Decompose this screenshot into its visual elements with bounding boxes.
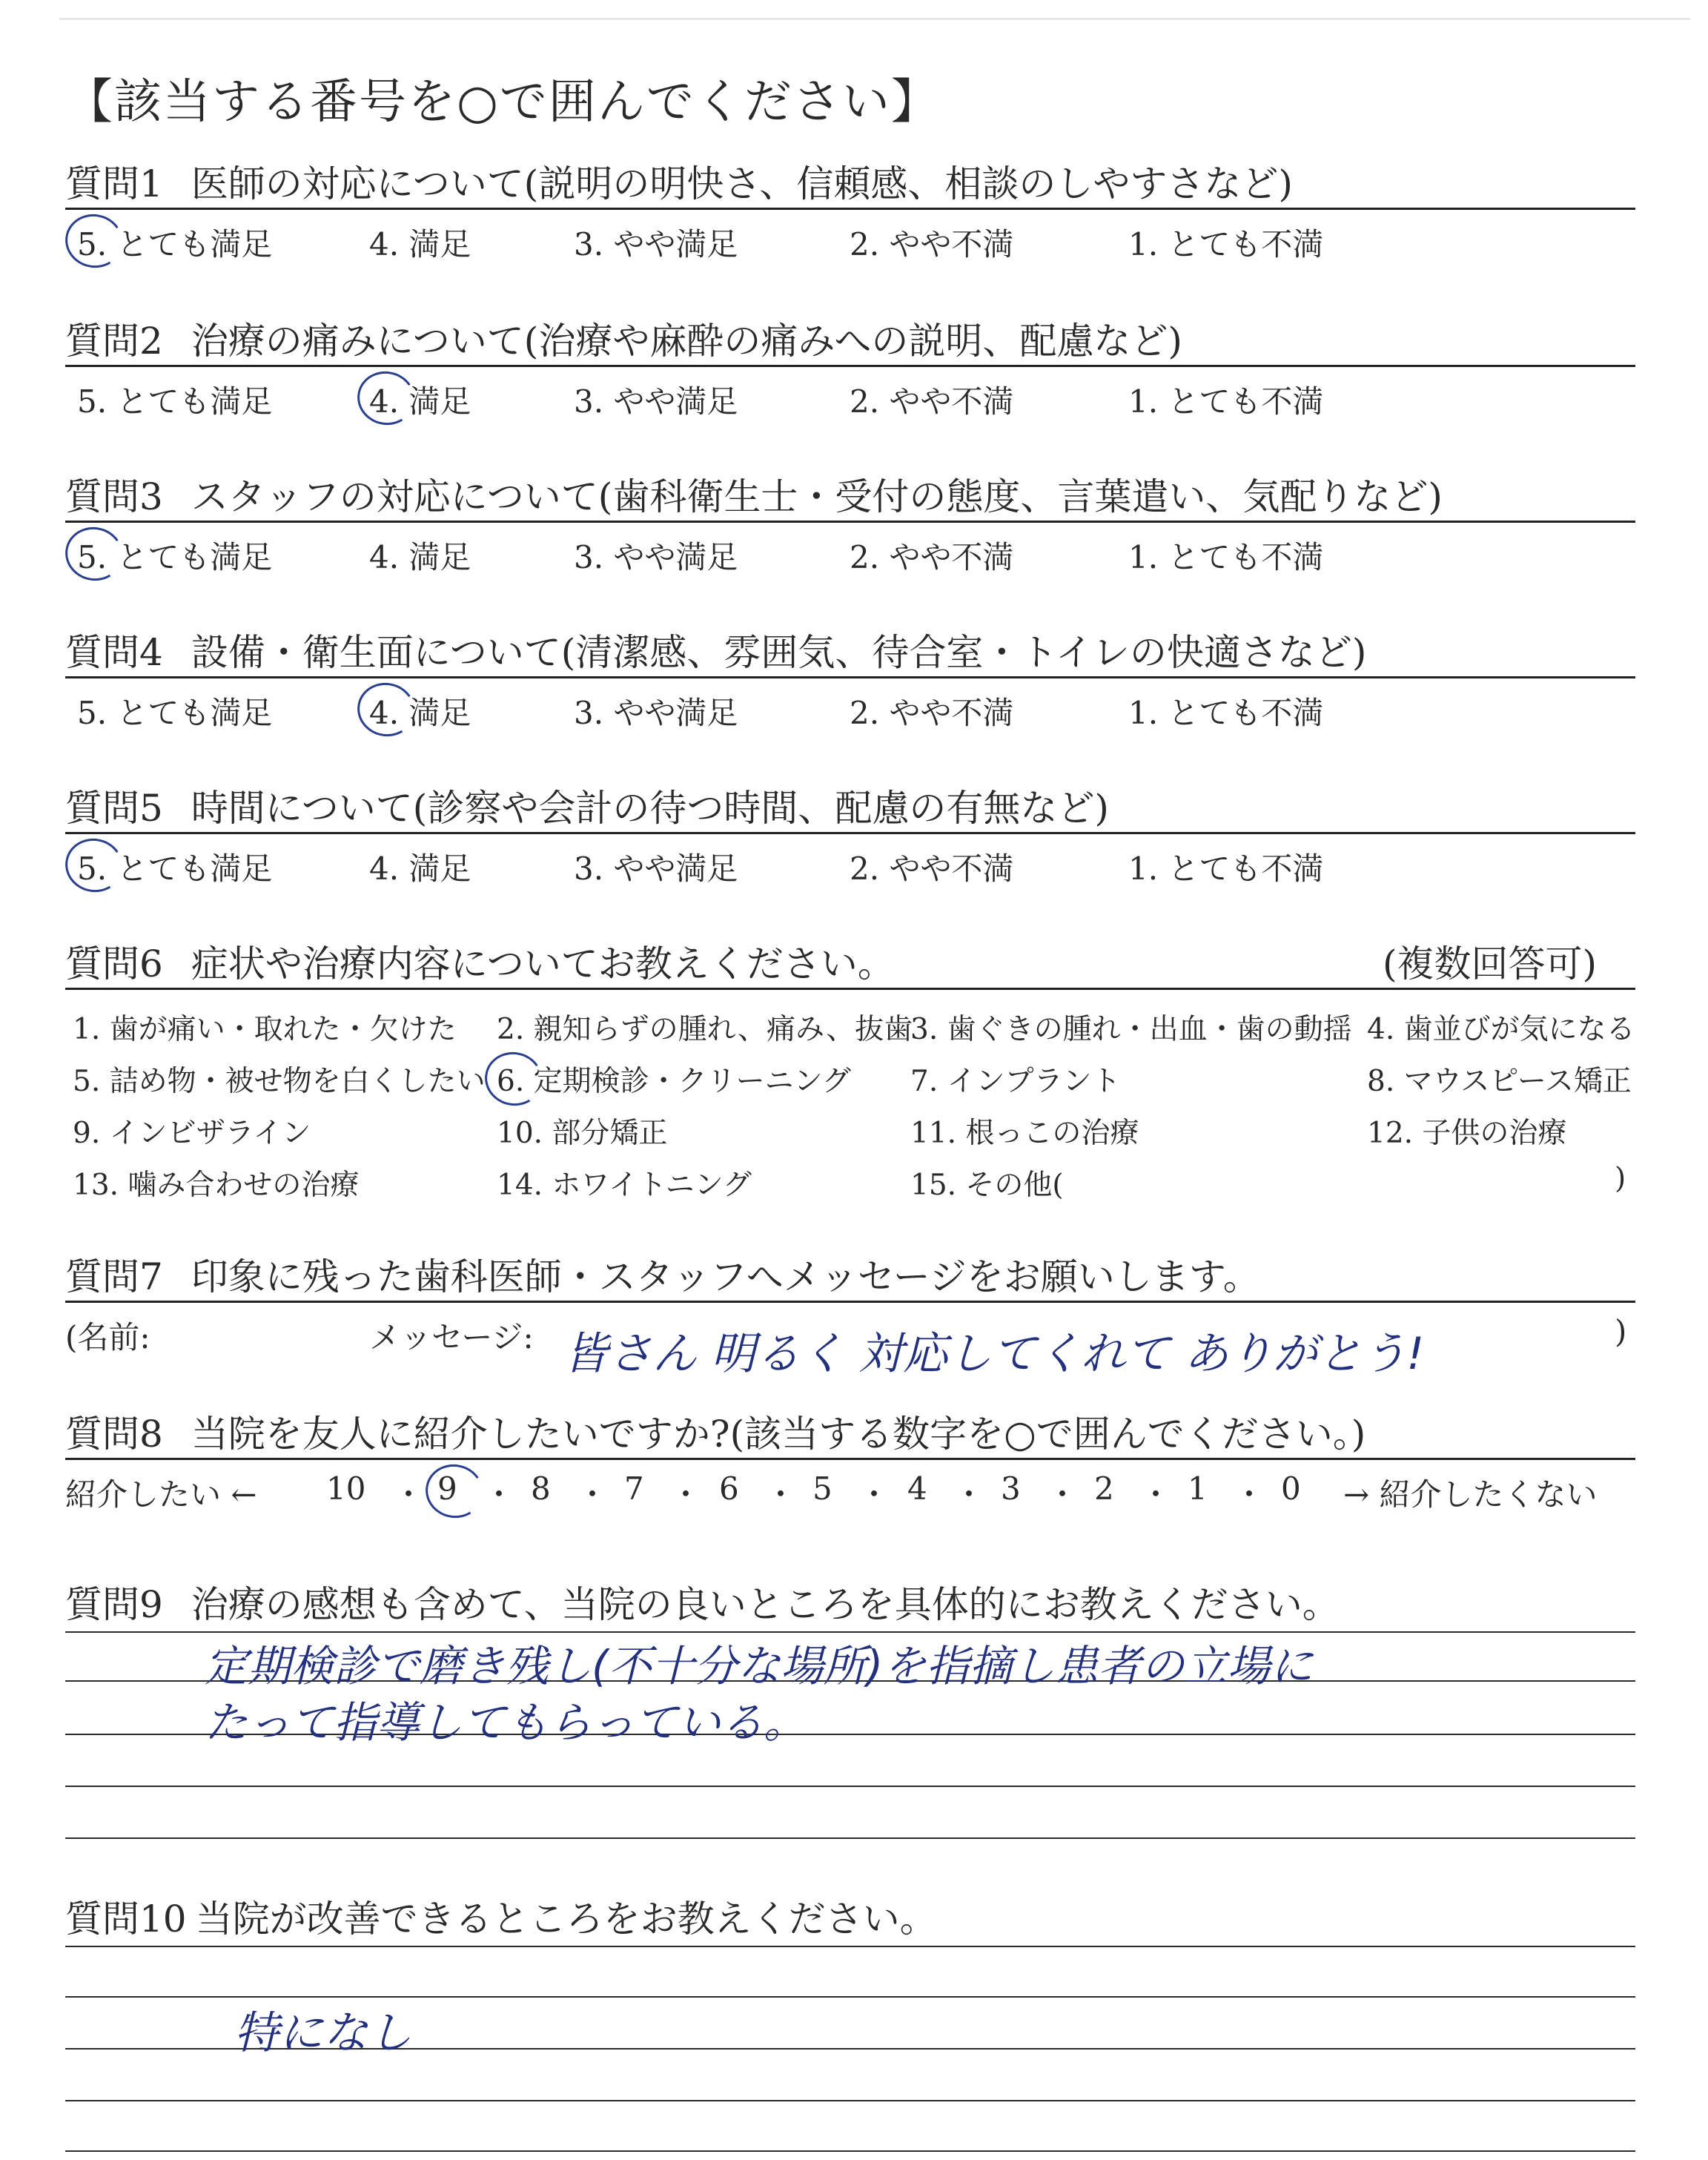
question-number: 質問6 xyxy=(65,942,163,985)
options-row xyxy=(65,210,1635,262)
question-number: 質問2 xyxy=(65,320,163,363)
symptom-6-circled[interactable]: 6. 定期検診・クリーニング xyxy=(497,1058,851,1100)
scale-7[interactable]: 7 xyxy=(624,1470,644,1507)
scale-9-circled[interactable]: 9 xyxy=(437,1470,457,1507)
question-title xyxy=(65,785,1635,832)
option-1[interactable]: 1. とても不満 xyxy=(1128,695,1324,731)
option-2[interactable]: 2. やや不満 xyxy=(850,539,1014,575)
symptom-5[interactable]: 5. 詰め物・被せ物を白くしたい xyxy=(73,1065,486,1098)
option-5[interactable]: 5. とても満足 xyxy=(77,383,273,420)
symptom-14[interactable]: 14. ホワイトニング xyxy=(497,1169,752,1202)
question-title xyxy=(65,940,1635,988)
scale-sep: ・ xyxy=(953,1476,985,1513)
symptom-grid xyxy=(65,990,1635,1205)
options-row xyxy=(65,834,1635,886)
scale-sep: ・ xyxy=(670,1476,702,1513)
question-title xyxy=(65,1410,1635,1458)
question-number: 質問5 xyxy=(65,787,163,830)
option-3[interactable]: 3. やや満足 xyxy=(574,695,738,731)
question-title xyxy=(65,317,1635,365)
question-6 xyxy=(65,940,1635,1205)
symptom-10[interactable]: 10. 部分矯正 xyxy=(497,1117,668,1150)
question-text: 治療の感想も含めて、当院の良いところを具体的にお教えください。 xyxy=(191,1583,1340,1626)
other-close-paren: ) xyxy=(1615,1162,1626,1195)
option-3[interactable]: 3. やや満足 xyxy=(574,383,738,420)
question-number: 質問10 xyxy=(65,1898,187,1941)
question-5 xyxy=(65,785,1635,886)
scale-1[interactable]: 1 xyxy=(1188,1470,1208,1507)
question-text: 当院を友人に紹介したいですか?(該当する数字を○で囲んでください。) xyxy=(191,1413,1366,1456)
question-text: 治療の痛みについて(治療や麻酔の痛みへの説明、配慮など) xyxy=(191,320,1182,363)
option-5[interactable]: 5. とても満足 xyxy=(77,695,273,731)
question-3 xyxy=(65,473,1635,575)
scale-3[interactable]: 3 xyxy=(1001,1470,1021,1507)
symptom-9[interactable]: 9. インビザライン xyxy=(73,1117,311,1150)
question-title xyxy=(65,160,1635,208)
option-4[interactable]: 4. 満足 xyxy=(369,851,471,887)
question-number: 質問7 xyxy=(65,1255,163,1298)
option-4-circled[interactable]: 4. 満足 xyxy=(369,377,471,422)
scale-5[interactable]: 5 xyxy=(812,1470,833,1507)
option-2[interactable]: 2. やや不満 xyxy=(850,851,1014,887)
option-2[interactable]: 2. やや不満 xyxy=(850,695,1014,731)
option-4[interactable]: 4. 満足 xyxy=(369,226,471,262)
name-label: (名前: xyxy=(65,1319,150,1355)
answer-line xyxy=(65,1837,1635,1839)
question-text: 設備・衛生面について(清潔感、雰囲気、待合室・トイレの快適さなど) xyxy=(191,631,1367,674)
option-1[interactable]: 1. とても不満 xyxy=(1128,383,1324,420)
question-2 xyxy=(65,317,1635,419)
instruction-heading: 【該当する番号を○で囲んでください】 xyxy=(65,75,940,130)
scale-right-label: → 紹介したくない xyxy=(1343,1476,1598,1513)
symptom-8[interactable]: 8. マウスピース矯正 xyxy=(1367,1065,1632,1098)
option-5-circled[interactable]: 5. とても満足 xyxy=(77,845,272,889)
recommend-scale xyxy=(65,1460,1635,1512)
options-row xyxy=(65,523,1635,575)
symptom-11[interactable]: 11. 根っこの治療 xyxy=(910,1117,1139,1150)
scale-4[interactable]: 4 xyxy=(907,1470,927,1507)
scale-sep: ・ xyxy=(1140,1476,1172,1513)
answer-line xyxy=(65,2150,1635,2152)
question-title xyxy=(65,1895,1635,1943)
scale-sep: ・ xyxy=(483,1476,515,1513)
option-5-circled[interactable]: 5. とても満足 xyxy=(77,533,272,578)
question-9 xyxy=(65,1581,1635,1628)
symptom-15-other[interactable]: 15. その他( xyxy=(910,1169,1064,1202)
answer-line xyxy=(65,1946,1635,1947)
question-number: 質問4 xyxy=(65,631,163,674)
option-1[interactable]: 1. とても不満 xyxy=(1128,539,1324,575)
handwritten-good-points-line-1: 定期検診で磨き残し(不十分な場所)を指摘し患者の立場に xyxy=(205,1641,1314,1691)
scale-left-label: 紹介したい ← xyxy=(65,1476,257,1513)
question-4 xyxy=(65,629,1635,730)
option-2[interactable]: 2. やや不満 xyxy=(850,226,1014,262)
scale-sep: ・ xyxy=(393,1476,425,1513)
handwritten-message: 皆さん 明るく 対応してくれて ありがとう! xyxy=(563,1328,1425,1380)
scale-8[interactable]: 8 xyxy=(531,1470,551,1507)
scale-sep: ・ xyxy=(858,1476,890,1513)
multiple-answer-note: (複数回答可) xyxy=(1382,942,1597,985)
scale-6[interactable]: 6 xyxy=(719,1470,739,1507)
scale-0[interactable]: 0 xyxy=(1281,1470,1301,1507)
symptom-3[interactable]: 3. 歯ぐきの腫れ・出血・歯の動揺 xyxy=(910,1013,1352,1046)
question-number: 質問9 xyxy=(65,1583,163,1626)
option-3[interactable]: 3. やや満足 xyxy=(574,851,738,887)
scale-10[interactable]: 10 xyxy=(326,1470,366,1507)
question-number: 質問1 xyxy=(65,162,163,205)
option-1[interactable]: 1. とても不満 xyxy=(1128,226,1324,262)
top-rule xyxy=(59,18,1690,20)
handwritten-good-points-line-2: たって指導してもらっている。 xyxy=(205,1697,807,1748)
question-10 xyxy=(65,1895,1635,1943)
scale-sep: ・ xyxy=(577,1476,609,1513)
question-title xyxy=(65,1581,1635,1628)
question-1 xyxy=(65,160,1635,262)
scale-sep: ・ xyxy=(765,1476,797,1513)
question-text: 時間について(診察や会計の待つ時間、配慮の有無など) xyxy=(191,787,1109,830)
options-row xyxy=(65,367,1635,419)
question-text: スタッフの対応について(歯科衛生士・受付の態度、言葉遣い、気配りなど) xyxy=(191,475,1443,518)
scale-sep: ・ xyxy=(1234,1476,1265,1513)
question-number: 質問3 xyxy=(65,475,163,518)
option-4-circled[interactable]: 4. 満足 xyxy=(369,689,471,733)
scale-2[interactable]: 2 xyxy=(1094,1470,1114,1507)
answer-line xyxy=(65,2100,1635,2101)
question-text: 印象に残った歯科医師・スタッフへメッセージをお願いします。 xyxy=(191,1255,1260,1298)
option-3[interactable]: 3. やや満足 xyxy=(574,539,738,575)
answer-line xyxy=(65,1786,1635,1787)
symptom-7[interactable]: 7. インプラント xyxy=(910,1065,1121,1098)
question-8 xyxy=(65,1410,1635,1512)
question-text: 症状や治療内容についてお教えください。 xyxy=(191,942,895,985)
message-close-paren: ) xyxy=(1615,1313,1627,1350)
symptom-13[interactable]: 13. 噛み合わせの治療 xyxy=(73,1169,360,1202)
option-2[interactable]: 2. やや不満 xyxy=(850,383,1014,420)
symptom-4[interactable]: 4. 歯並びが気になる xyxy=(1367,1013,1635,1046)
option-3[interactable]: 3. やや満足 xyxy=(574,226,738,262)
symptom-12[interactable]: 12. 子供の治療 xyxy=(1367,1117,1567,1150)
scale-sep: ・ xyxy=(1047,1476,1079,1513)
symptom-1[interactable]: 1. 歯が痛い・取れた・欠けた xyxy=(73,1013,457,1046)
symptom-2[interactable]: 2. 親知らずの腫れ、痛み、抜歯 xyxy=(497,1013,913,1046)
option-1[interactable]: 1. とても不満 xyxy=(1128,851,1324,887)
handwritten-improvements: 特になし xyxy=(234,2007,412,2059)
message-label: メッセージ: xyxy=(369,1319,534,1355)
option-5-circled[interactable]: 5. とても満足 xyxy=(77,220,272,265)
question-text: 当院が改善できるところをお教えください。 xyxy=(195,1898,937,1941)
question-text: 医師の対応について(説明の明快さ、信頼感、相談のしやすさなど) xyxy=(191,162,1293,205)
options-row xyxy=(65,678,1635,730)
option-4[interactable]: 4. 満足 xyxy=(369,539,471,575)
question-number: 質問8 xyxy=(65,1413,163,1456)
question-title xyxy=(65,629,1635,676)
question-title xyxy=(65,1253,1635,1301)
question-title xyxy=(65,473,1635,521)
